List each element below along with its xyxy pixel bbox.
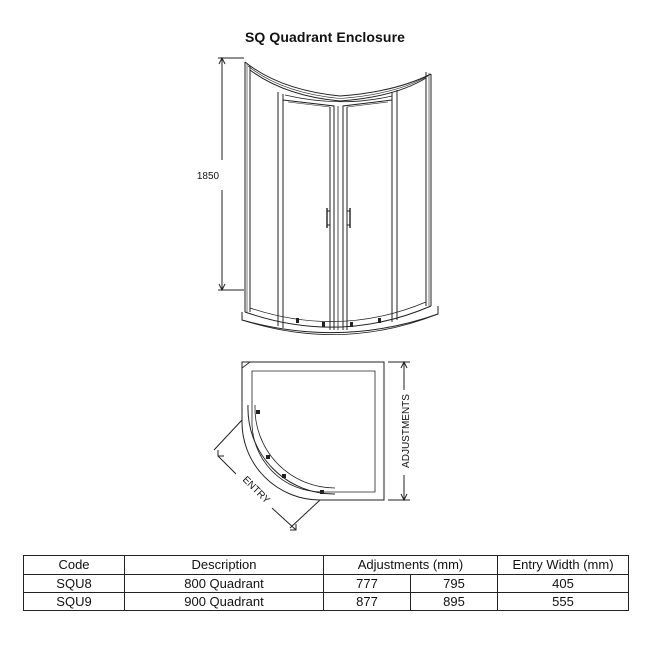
sliding-doors: [283, 100, 392, 330]
cell-code: SQU9: [24, 593, 125, 611]
cell-entry-width: 555: [498, 593, 629, 611]
table-row: [24, 575, 629, 593]
height-label: 1850: [196, 171, 220, 182]
page-title: SQ Quadrant Enclosure: [244, 29, 406, 45]
shower-tray: [242, 306, 438, 335]
entry-dimension: [214, 420, 320, 530]
cell-adjust-max: 895: [411, 593, 498, 611]
entry-label: ENTRY: [239, 474, 272, 507]
height-dimension: [218, 58, 244, 290]
table-row: [24, 593, 629, 611]
cell-description: 900 Quadrant: [125, 593, 324, 611]
adjustments-label: ADJUSTMENTS: [401, 394, 412, 468]
table-header-row: [24, 556, 629, 575]
top-rail: [245, 62, 431, 102]
cell-adjust-max: 795: [411, 575, 498, 593]
header-code: Code: [24, 556, 125, 575]
cell-description: 800 Quadrant: [125, 575, 324, 593]
header-adjustments: Adjustments (mm): [324, 556, 498, 575]
right-fixed-panel: [392, 72, 431, 322]
cell-entry-width: 405: [498, 575, 629, 593]
cell-adjust-min: 877: [324, 593, 411, 611]
header-entry-width: Entry Width (mm): [498, 556, 629, 575]
curved-glass: [248, 405, 335, 494]
tray-outline: [242, 362, 384, 500]
cell-code: SQU8: [24, 575, 125, 593]
cell-adjust-min: 777: [324, 575, 411, 593]
left-fixed-panel: [245, 62, 283, 328]
header-description: Description: [125, 556, 324, 575]
front-view: [218, 58, 438, 335]
plan-view: [214, 362, 410, 530]
specification-table: [23, 555, 629, 611]
